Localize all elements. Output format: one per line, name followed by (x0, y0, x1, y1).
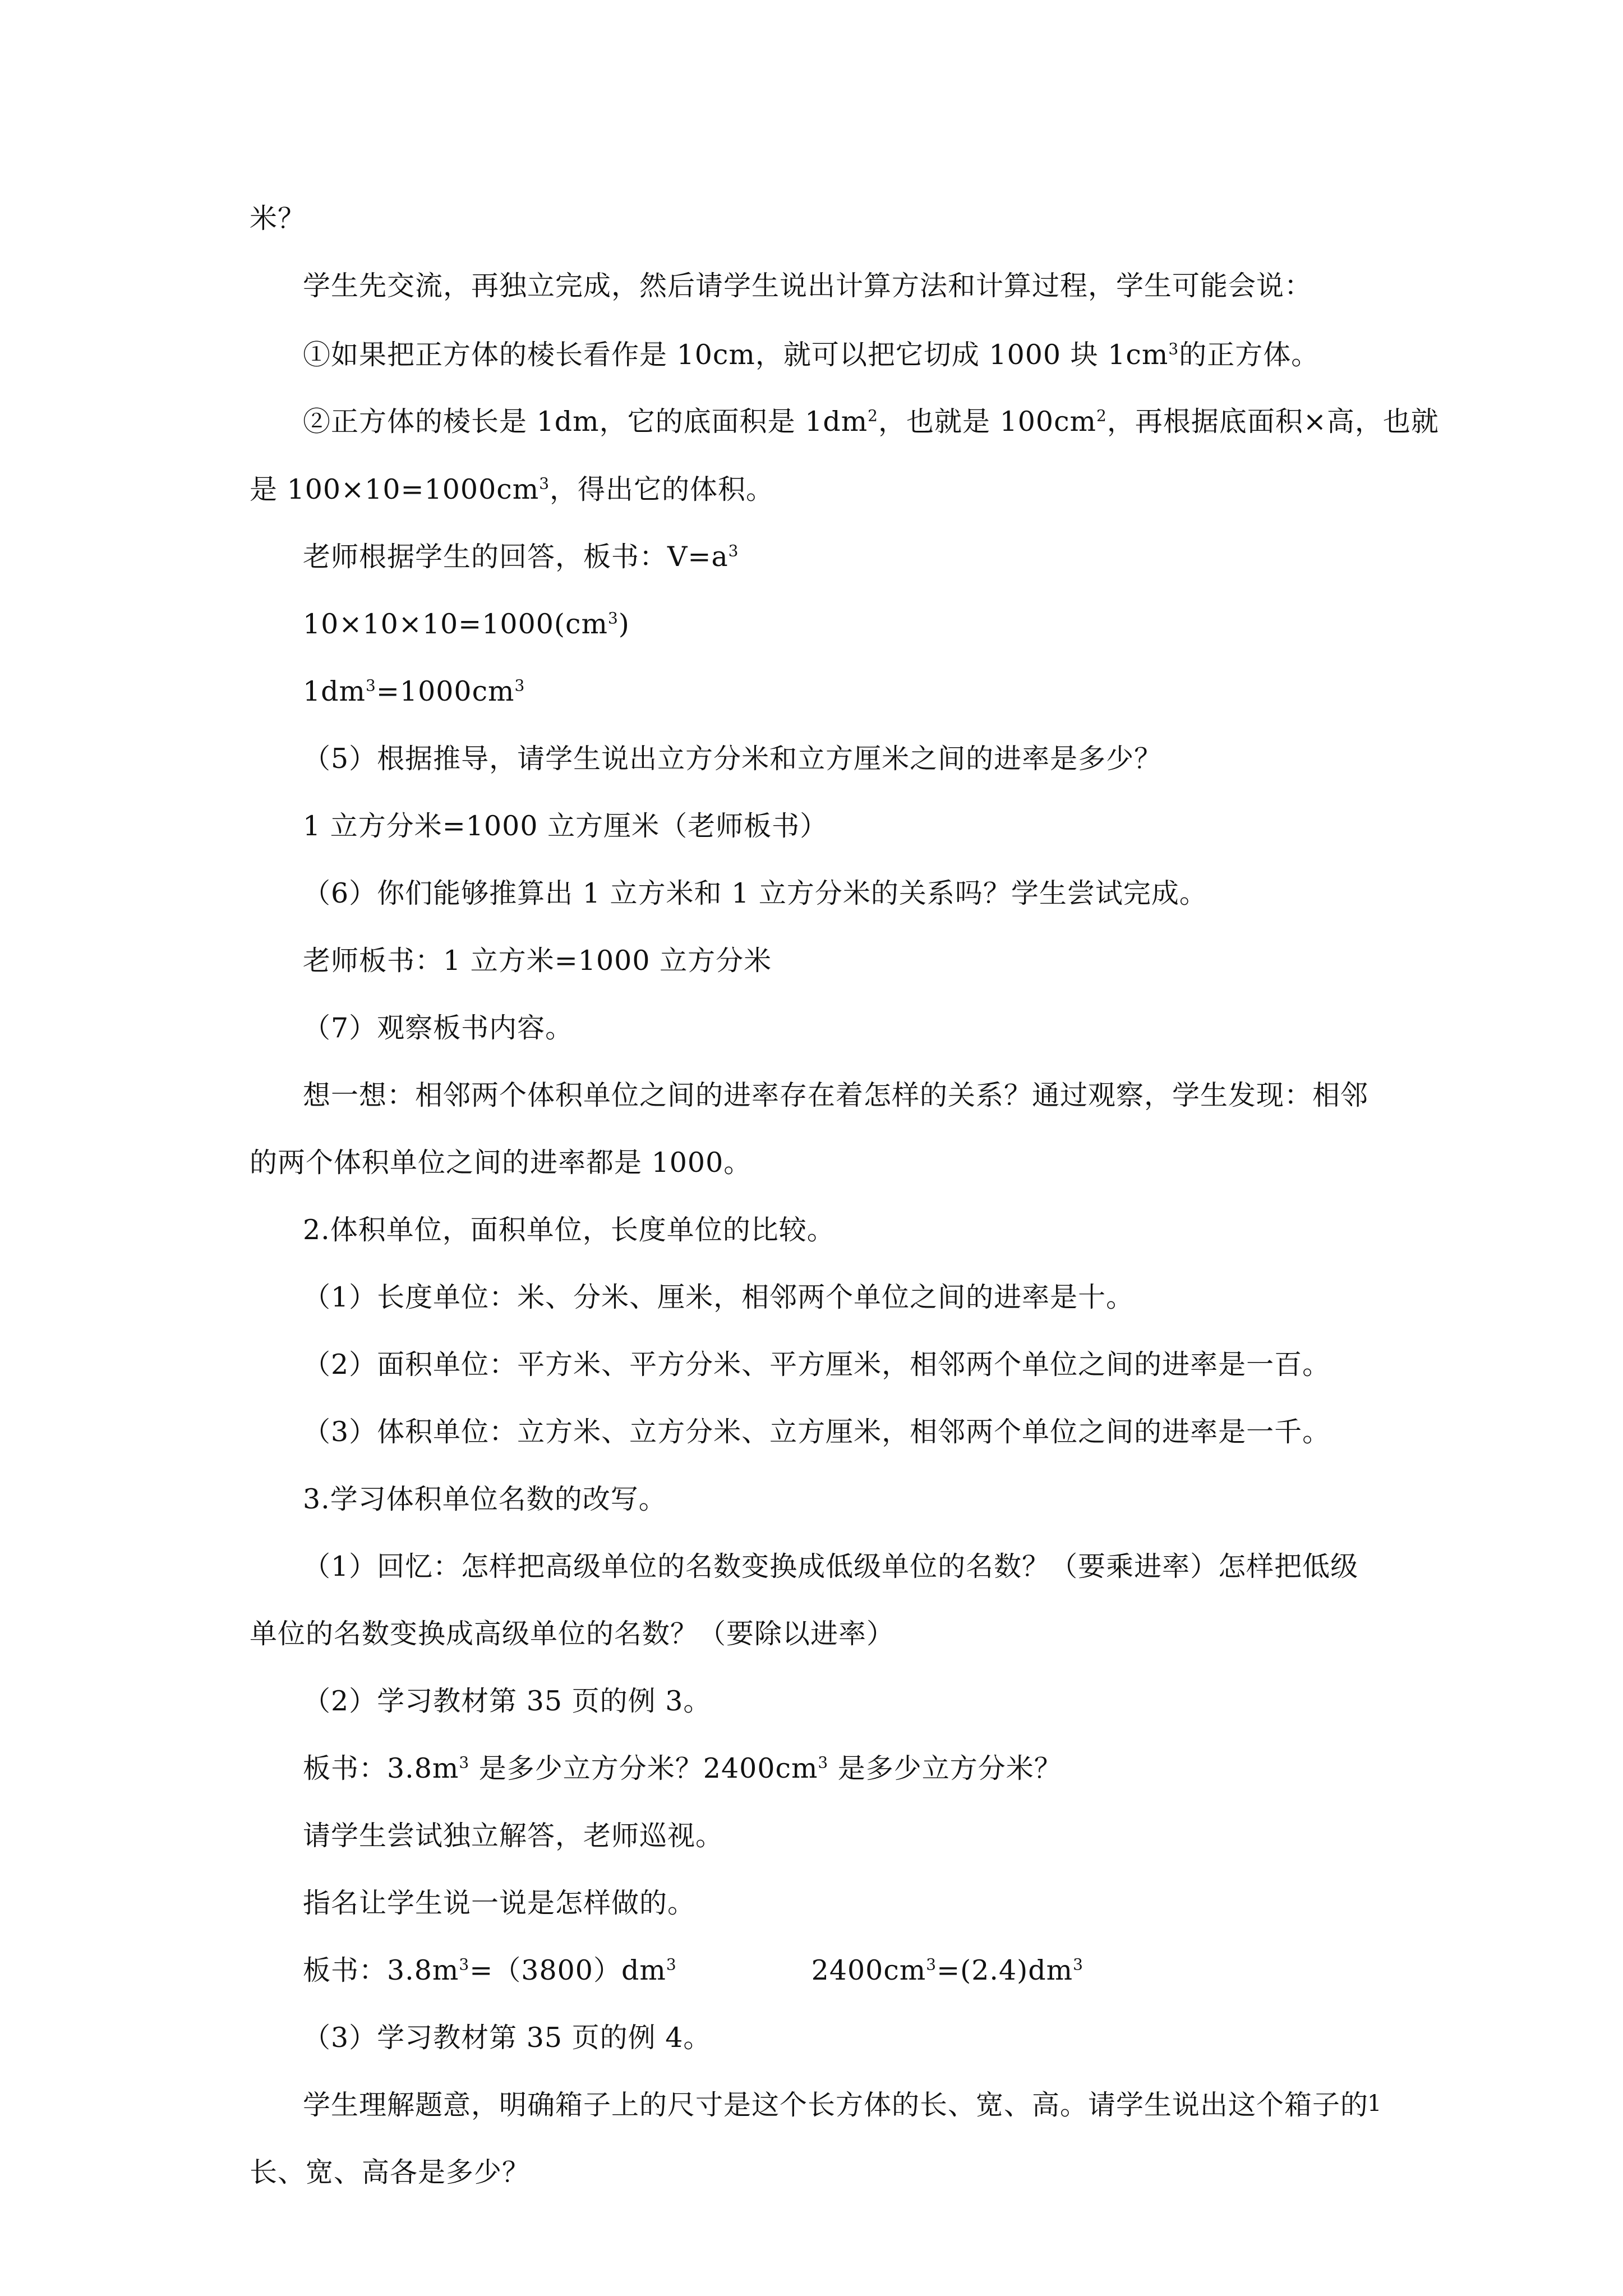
formula-line: $10\times 10\times 10=1000(cm^3)$ (303, 608, 630, 640)
section-heading: 2.体积单位，面积单位，长度单位的比较。 (303, 1214, 835, 1246)
text-line: 的两个体积单位之间的进率都是 1000。 (250, 1147, 752, 1179)
text-line: （3）学习教材第 35 页的例 4。 (303, 2022, 712, 2054)
text-line: 学生先交流，再独立完成，然后请学生说出计算方法和计算过程，学生可能会说： (303, 270, 1313, 302)
page-number: 1 (1367, 2091, 1382, 2116)
text-line: ②正方体的棱长是 1dm，它的底面积是 $1dm^2$，也就是 $100cm^2$，再根据底面积×高，也就 (303, 406, 1439, 438)
text-line: 学生理解题意，明确箱子上的尺寸是这个长方体的长、宽、高。请学生说出这个箱子的 (303, 2089, 1369, 2121)
text-line: 是 $100\times 10=1000cm^3$，得出它的体积。 (250, 473, 774, 505)
text-line: 老师板书：1 立方米=1000 立方分米 (303, 945, 772, 977)
text-line: ①如果把正方体的棱长看作是 10cm，就可以把它切成 1000 块 $1cm^3$的正方体。 (303, 339, 1320, 371)
text-line: 1 立方分米=1000 立方厘米（老师板书） (303, 810, 828, 842)
text-line: （1）回忆：怎样把高级单位的名数变换成低级单位的名数？（要乘进率）怎样把低级 (303, 1550, 1359, 1582)
text-line: 板书：$3.8m^3$ 是多少立方分米？$2400cm^3$ 是多少立方分米？ (303, 1752, 1062, 1784)
text-line: （7）观察板书内容。 (303, 1012, 574, 1044)
text-line: （6）你们能够推算出 1 立方米和 1 立方分米的关系吗？学生尝试完成。 (303, 877, 1207, 909)
text-line: 请学生尝试独立解答，老师巡视。 (303, 1820, 724, 1852)
text-line: 单位的名数变换成高级单位的名数？（要除以进率） (250, 1618, 895, 1650)
formula-line: 板书：$3.8m^3=(3800)dm^3$ $2400cm^3=(2.4)dm^3$ (303, 1954, 1083, 1986)
text-line: （3）体积单位：立方米、立方分米、立方厘米，相邻两个单位之间的进率是一千。 (303, 1416, 1331, 1448)
text-line: 想一想：相邻两个体积单位之间的进率存在着怎样的关系？通过观察，学生发现：相邻 (303, 1079, 1369, 1111)
text-line: （2）学习教材第 35 页的例 3。 (303, 1685, 712, 1717)
text-line: （1）长度单位：米、分米、厘米，相邻两个单位之间的进率是十。 (303, 1281, 1135, 1313)
section-heading: 3.学习体积单位名数的改写。 (303, 1483, 667, 1515)
text-line: 长、宽、高各是多少？ (250, 2156, 531, 2188)
formula-line: $1dm^3=1000cm^3$ (303, 675, 525, 707)
text-line: 指名让学生说一说是怎样做的。 (303, 1887, 696, 1919)
text-line: 米？ (250, 203, 306, 234)
text-line: （2）面积单位：平方米、平方分米、平方厘米，相邻两个单位之间的进率是一百。 (303, 1349, 1331, 1381)
text-line: （5）根据推导，请学生说出立方分米和立方厘米之间的进率是多少？ (303, 743, 1163, 775)
text-line: 老师根据学生的回答，板书：$V=a^3$ (303, 541, 739, 573)
